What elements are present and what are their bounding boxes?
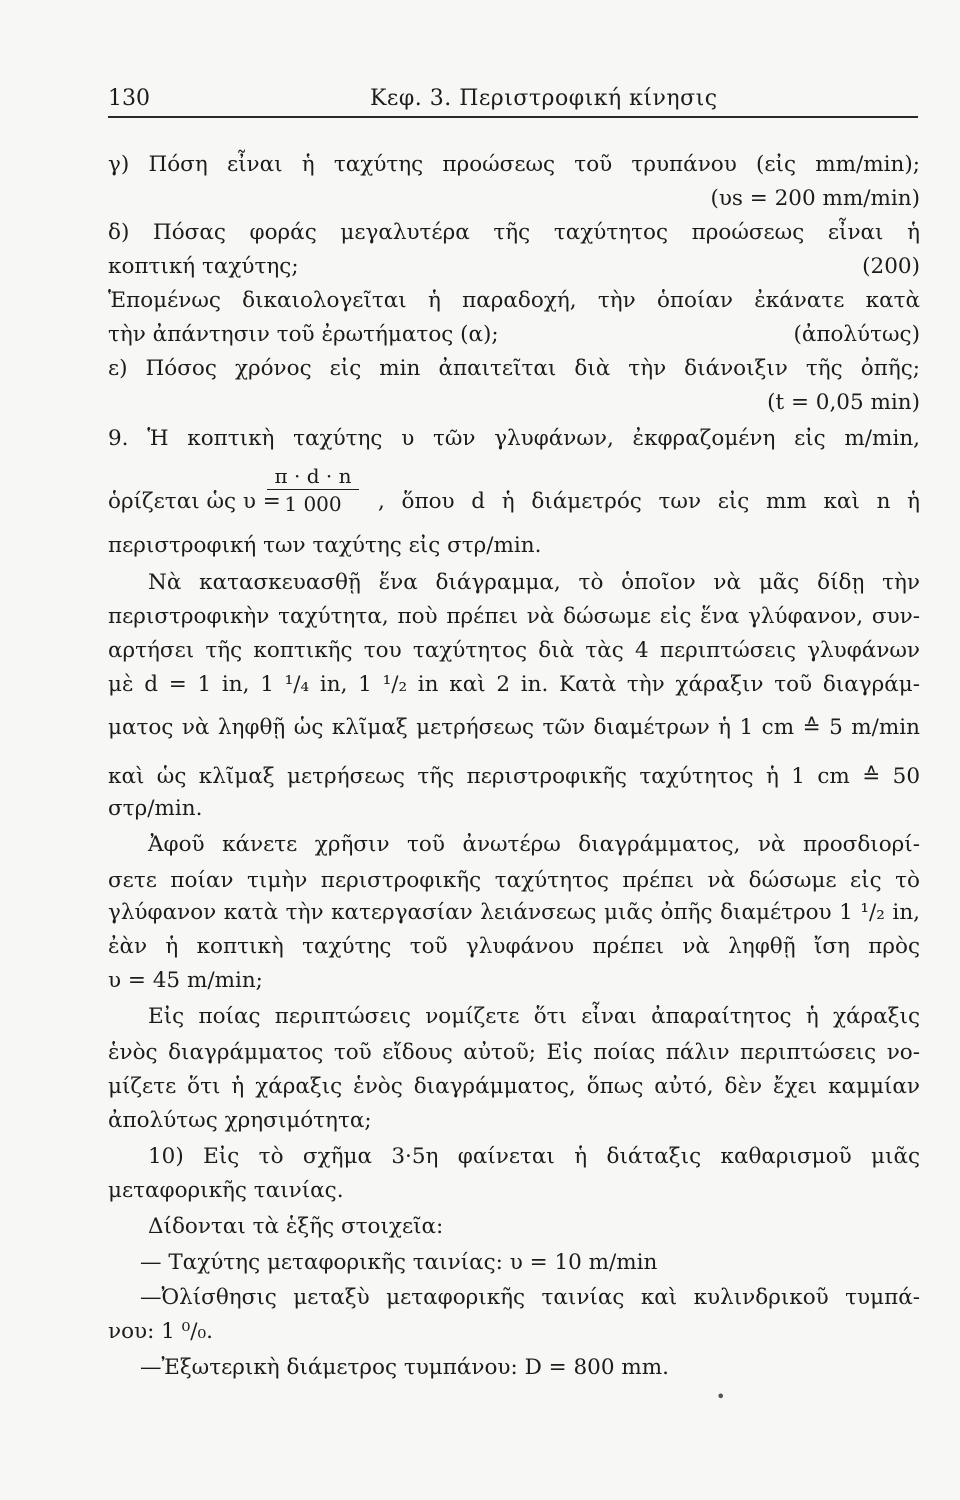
exercise-9-discussion-2: ἑνὸς διαγράμματος τοῦ εἴδους αὐτοῦ; Εἰς ποίας πάλιν περιπτώσεις νο- — [108, 1040, 920, 1065]
question-e: ε) Πόσος χρόνος εἰς min ἀπαιτεῖται διὰ τὴν διάνοιξιν τῆς ὀπῆς; — [108, 356, 920, 381]
given-slip: —Ὀλίσθησις μεταξὺ μεταφορικῆς ταινίας καὶ κυλινδρικοῦ τυμπά- — [140, 1285, 920, 1310]
question-d-text: κοπτική ταχύτης; — [108, 254, 299, 279]
exercise-9-task-7: στρ/min. — [108, 796, 203, 821]
question-c: γ) Πόση εἶναι ἡ ταχύτης προώσεως τοῦ τρυπάνου (εἰς mm/min); — [108, 152, 920, 177]
answer-e: (t = 0,05 min) — [767, 390, 920, 415]
given-slip-cont: νου: 1 ⁰/₀. — [108, 1319, 213, 1344]
exercise-9-intro: 9. Ἡ κοπτικὴ ταχύτης υ τῶν γλυφάνων, ἐκφραζομένη εἰς m/min, — [108, 426, 920, 451]
exercise-9-discussion-4: ἀπολύτως χρησιμότητα; — [108, 1108, 372, 1133]
exercise-9-line3: περιστροφική των ταχύτης εἰς στρ/min. — [108, 533, 542, 558]
formula-line — [108, 464, 920, 525]
exercise-9-question-2: σετε ποίαν τιμὴν περιστροφικῆς ταχύτητος πρέπει νὰ δώσωμε εἰς τὸ — [108, 868, 920, 893]
exercise-9-question-4: ἐὰν ἡ κοπτικὴ ταχύτης τοῦ γλυφάνου πρέπει νὰ ληφθῇ ἴση πρὸς — [108, 934, 920, 959]
exercise-9-discussion-3: μίζετε ὅτι ἡ χάραξις ἑνὸς διαγράμματος, ὅπως αὐτό, δὲν ἔχει καμμίαν — [108, 1074, 920, 1099]
follow-up-text: τὴν ἀπάντησιν τοῦ ἐρωτήματος (α); — [108, 322, 499, 347]
page-header — [108, 82, 918, 118]
formula-right: , ὅπου d ἡ διάμετρός των εἰς mm καὶ n ἡ — [378, 489, 920, 514]
exercise-10-intro: 10) Εἰς τὸ σχῆμα 3·5η φαίνεται ἡ διάταξις καθαρισμοῦ μιᾶς — [148, 1144, 920, 1169]
follow-up-cont — [108, 320, 920, 350]
formula-fraction — [263, 463, 363, 516]
exercise-10-intro-2: μεταφορικῆς ταινίας. — [108, 1178, 344, 1203]
formula-left: ὁρίζεται ὡς υ = — [108, 489, 281, 514]
answer-follow-up: (ἀπολύτως) — [793, 322, 920, 347]
question-d: δ) Πόσας φοράς μεγαλυτέρα τῆς ταχύτητος προώσεως εἶναι ἡ — [108, 220, 920, 245]
exercise-9-discussion: Εἰς ποίας περιπτώσεις νομίζετε ὅτι εἶναι ἀπαραίτητος ἡ χάραξις — [148, 1004, 920, 1029]
exercise-9-task-5: ματος νὰ ληφθῇ ὡς κλῖμαξ μετρήσεως τῶν διαμέτρων ἡ 1 cm ≙ 5 m/min — [108, 715, 920, 740]
stray-mark: • — [716, 1387, 726, 1406]
exercise-9-task-2: περιστροφικὴν ταχύτητα, ποὺ πρέπει νὰ δώσωμε εἰς ἕνα γλύφανον, συν- — [108, 604, 920, 629]
exercise-9-question: Ἀφοῦ κάνετε χρῆσιν τοῦ ἀνωτέρω διαγράμματος, νὰ προσδιορί- — [148, 832, 920, 857]
follow-up: Ἑπομένως δικαιολογεῖται ἡ παραδοχή, τὴν ὁποίαν ἐκάνατε κατὰ — [108, 288, 920, 313]
given-drum-diameter: —Ἐξωτερικὴ διάμετρος τυμπάνου: D = 800 mm. — [140, 1355, 669, 1380]
answer-c: (υs = 200 mm/min) — [710, 186, 920, 211]
exercise-9-task-3: αρτήσει τῆς κοπτικῆς του ταχύτητος διὰ τὰς 4 περιπτώσεις γλυφάνων — [108, 638, 920, 663]
formula-numerator: π · d · n — [274, 464, 352, 488]
page-number: 130 — [108, 86, 150, 111]
given-data-heading: Δίδονται τὰ ἑξῆς στοιχεῖα: — [148, 1214, 444, 1239]
exercise-9-task-6: καὶ ὡς κλῖμαξ μετρήσεως τῆς περιστροφικῆς ταχύτητος ἡ 1 cm ≙ 50 — [108, 764, 920, 789]
exercise-9-question-5: υ = 45 m/min; — [108, 968, 263, 993]
answer-d: (200) — [862, 254, 920, 279]
exercise-9-question-3: γλύφανον κατὰ τὴν κατεργασίαν λειάνσεως μιᾶς ὀπῆς διαμέτρου 1 ¹/₂ in, — [108, 900, 920, 925]
exercise-9-task-4: μὲ d = 1 in, 1 ¹/₄ in, 1 ¹/₂ in καὶ 2 in. Κατὰ τὴν χάραξιν τοῦ διαγράμ- — [108, 672, 920, 697]
running-title: Κεφ. 3. Περιστροφική κίνησις — [370, 86, 718, 111]
given-belt-speed: — Ταχύτης μεταφορικῆς ταινίας: υ = 10 m/min — [140, 1250, 658, 1275]
exercise-9-task: Νὰ κατασκευασθῇ ἕνα διάγραμμα, τὸ ὁποῖον νὰ μᾶς δίδῃ τὴν — [148, 570, 920, 595]
formula-denominator: 1 000 — [284, 492, 342, 516]
question-d-cont — [108, 252, 920, 282]
